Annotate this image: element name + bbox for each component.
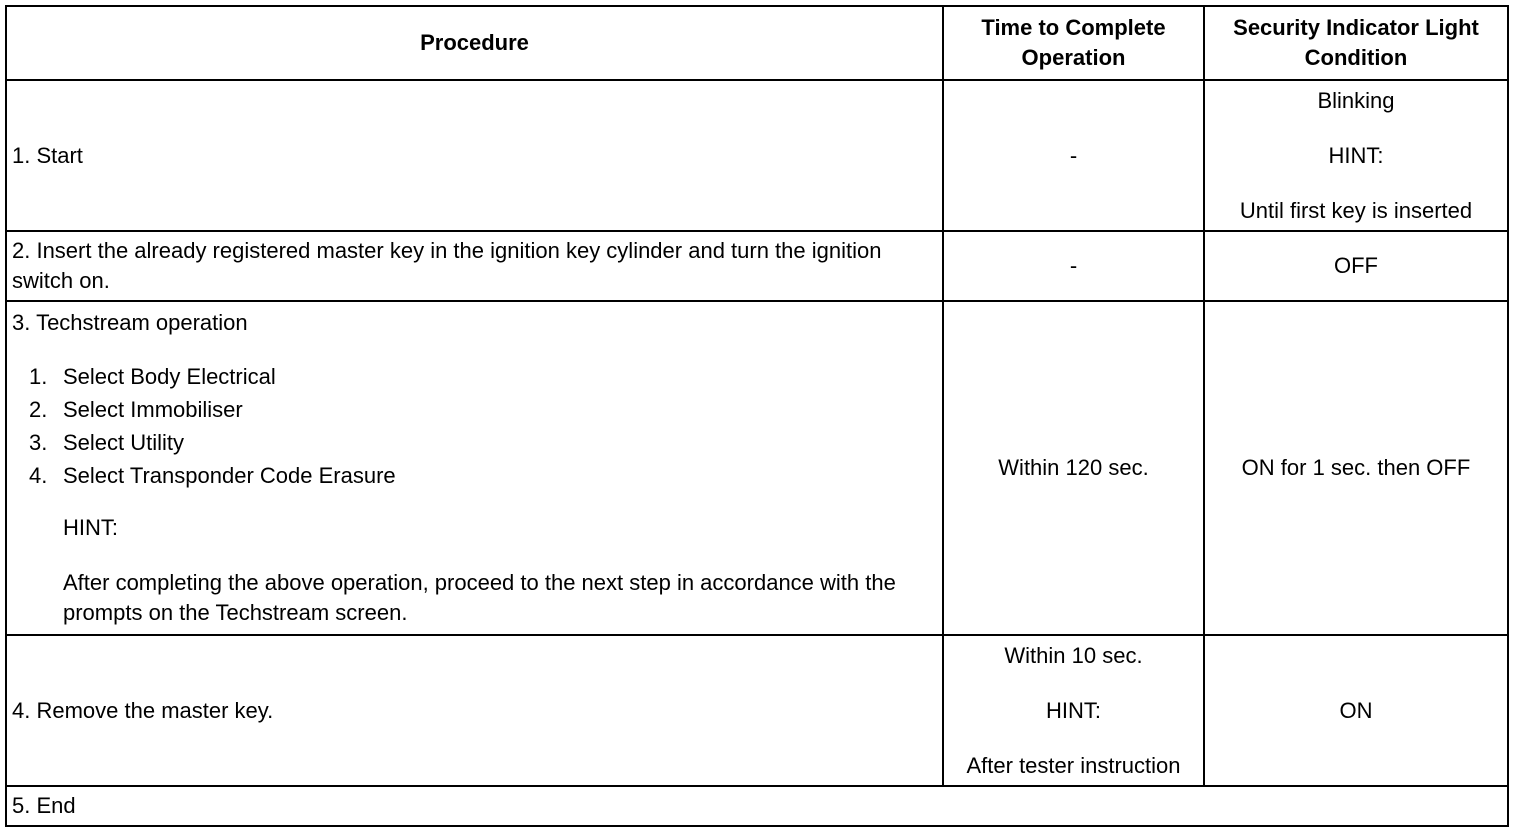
time-cell [943,635,1204,786]
step-text: Select Transponder Code Erasure [63,463,396,488]
hint-label: HINT: [63,515,118,540]
header-time-to-complete: Time to Complete Operation [943,6,1204,80]
procedure-cell: 4. Remove the master key. [6,635,943,786]
step-text: Select Utility [63,430,185,455]
security-cell: ON for 1 sec. then OFF [1204,301,1508,635]
list-item [12,360,937,393]
security-cell [1204,80,1508,231]
time-cell: - [943,231,1204,301]
steps-list [12,360,937,492]
procedure-cell: 2. Insert the already registered master key in the ignition key cylinder and turn the ignition switch on. [6,231,943,301]
step-number: 1. [29,364,48,389]
table-row [6,231,1508,301]
header-procedure: Procedure [6,6,943,80]
security-status: Blinking [1317,87,1395,113]
procedure-title: 3. Techstream operation [12,310,248,335]
table-row [6,301,1508,635]
table-row [6,80,1508,231]
time-cell: Within 120 sec. [943,301,1204,635]
table-row [6,786,1508,826]
list-item [12,393,937,426]
hint-text: After tester instruction [966,752,1181,778]
table-header-row [6,6,1508,80]
hint-label: HINT: [1046,697,1101,723]
list-item [12,459,937,492]
step-text: Select Immobiliser [63,397,243,422]
step-number: 2. [29,397,48,422]
procedure-cell: 5. End [6,786,1508,826]
step-number: 4. [29,463,48,488]
header-security-indicator: Security Indicator Light Condition [1204,6,1508,80]
procedure-cell: 1. Start [6,80,943,231]
procedure-table [5,5,1509,827]
hint-text: Until first key is inserted [1239,197,1473,223]
list-item [12,426,937,459]
step-number: 3. [29,430,48,455]
security-cell: OFF [1204,231,1508,301]
hint-text: After completing the above operation, proceed to the next step in accordance with the prompts on the Techstream screen. [63,570,896,625]
step-text: Select Body Electrical [63,364,276,389]
procedure-cell [6,301,943,635]
table-row [6,635,1508,786]
time-value: Within 10 sec. [1004,642,1143,668]
security-cell: ON [1204,635,1508,786]
hint-label: HINT: [1328,142,1384,168]
time-cell: - [943,80,1204,231]
